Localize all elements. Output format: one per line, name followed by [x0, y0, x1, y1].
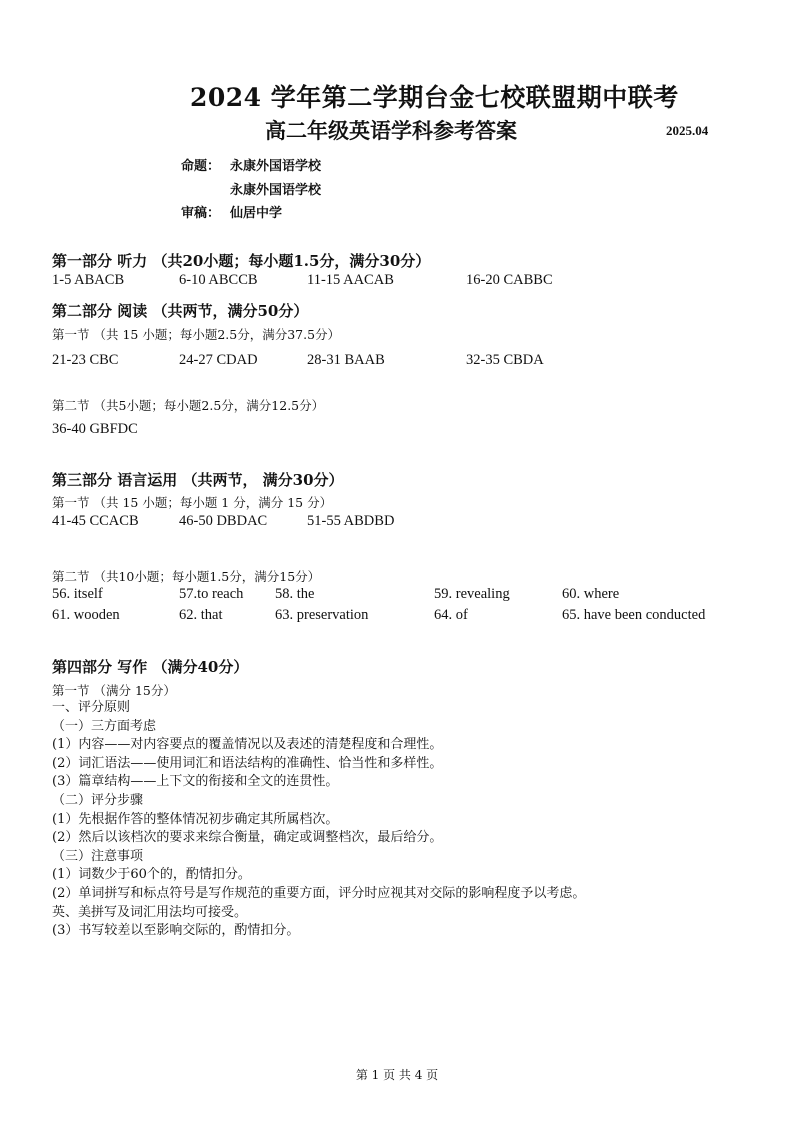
- part4-heading: 第四部分 写作 （满分40分）: [52, 658, 249, 676]
- part2-heading: 第二部分 阅读 （共两节，满分50分）: [52, 302, 309, 320]
- part2-section2-heading: 第二节 （共5小题；每小题2.5分，满分12.5分）: [52, 398, 325, 413]
- answer-group: 28-31 BAAB: [307, 352, 385, 368]
- scoring-guidelines: [52, 699, 752, 941]
- guideline-line: 一、评分原则: [52, 700, 131, 715]
- answer-item: 60. where: [562, 586, 620, 602]
- exam-subtitle: 高二年级英语学科参考答案: [265, 118, 517, 143]
- part3-section2-heading: 第二节 （共10小题；每小题1.5分，满分15分）: [52, 569, 321, 584]
- guideline-line: (1）内容——对内容要点的覆盖情况以及表述的清楚程度和合理性。: [52, 737, 443, 753]
- guideline-line: (1）先根据作答的整体情况初步确定其所属档次。: [52, 811, 339, 827]
- guideline-line: (2）然后以该档次的要求来综合衡量，确定或调整档次，最后给分。: [52, 830, 443, 846]
- answer-item: 59. revealing: [434, 586, 510, 602]
- guideline-line: 英、美拼写及词汇用法均可接受。: [52, 904, 248, 920]
- part1-heading: 第一部分 听力 （共20小题；每小题1.5分，满分30分）: [52, 252, 431, 270]
- answer-group: 16-20 CABBC: [466, 272, 553, 288]
- answer-group: 36-40 GBFDC: [52, 421, 138, 437]
- guideline-line: (2）词汇语法——使用词汇和语法结构的准确性、恰当性和多样性。: [52, 755, 443, 771]
- part2-section1-heading: 第一节 （共 15 小题；每小题2.5分，满分37.5分）: [52, 327, 341, 342]
- answer-item: 62. that: [179, 607, 223, 623]
- setter-1: 永康外国语学校: [230, 159, 322, 174]
- exam-title: 2024 学年第二学期台金七校联盟期中联考: [190, 83, 679, 112]
- answer-item: 57.to reach: [179, 586, 244, 602]
- setter-2: 永康外国语学校: [230, 183, 322, 198]
- answer-item: 61. wooden: [52, 607, 120, 623]
- answer-group: 24-27 CDAD: [179, 352, 258, 368]
- answer-group: 21-23 CBC: [52, 352, 119, 368]
- guideline-line: （一）三方面考虑: [52, 718, 157, 734]
- guideline-line: (3）篇章结构——上下文的衔接和全文的连贯性。: [52, 774, 339, 790]
- guideline-line: （三）注意事项: [52, 848, 144, 864]
- answer-item: 58. the: [275, 586, 315, 602]
- guideline-line: (1）词数少于60个的，酌情扣分。: [52, 867, 251, 883]
- guideline-line: (2）单词拼写和标点符号是写作规范的重要方面，评分时应视其对交际的影响程度予以考虑。: [52, 885, 586, 901]
- answer-group: 32-35 CBDA: [466, 352, 544, 368]
- reviewer: 仙居中学: [230, 206, 283, 221]
- guideline-line: (3）书写较差以至影响交际的，酌情扣分。: [52, 923, 300, 939]
- page-number: 第 1 页 共 4 页: [355, 1068, 439, 1082]
- guideline-line: （二）评分步骤: [52, 792, 144, 808]
- answer-item: 65. have been conducted: [562, 607, 706, 623]
- answer-group: 46-50 DBDAC: [179, 513, 268, 529]
- reviewer-label: 审稿：: [181, 206, 221, 221]
- answer-item: 56. itself: [52, 586, 103, 602]
- setter-label: 命题：: [181, 159, 221, 174]
- answer-item: 63. preservation: [275, 607, 369, 623]
- answer-group: 51-55 ABDBD: [307, 513, 395, 529]
- answer-group: 11-15 AACAB: [307, 272, 394, 288]
- answer-group: 1-5 ABACB: [52, 272, 125, 288]
- part3-heading: 第三部分 语言运用 （共两节， 满分30分）: [52, 471, 344, 489]
- answer-group: 41-45 CCACB: [52, 513, 139, 529]
- part3-section1-heading: 第一节 （共 15 小题；每小题 1 分，满分 15 分）: [52, 495, 333, 510]
- part4-section1-heading: 第一节 （满分 15分）: [52, 683, 176, 698]
- answer-group: 6-10 ABCCB: [179, 272, 258, 288]
- answer-item: 64. of: [434, 607, 468, 623]
- exam-date: 2025.04: [666, 123, 709, 138]
